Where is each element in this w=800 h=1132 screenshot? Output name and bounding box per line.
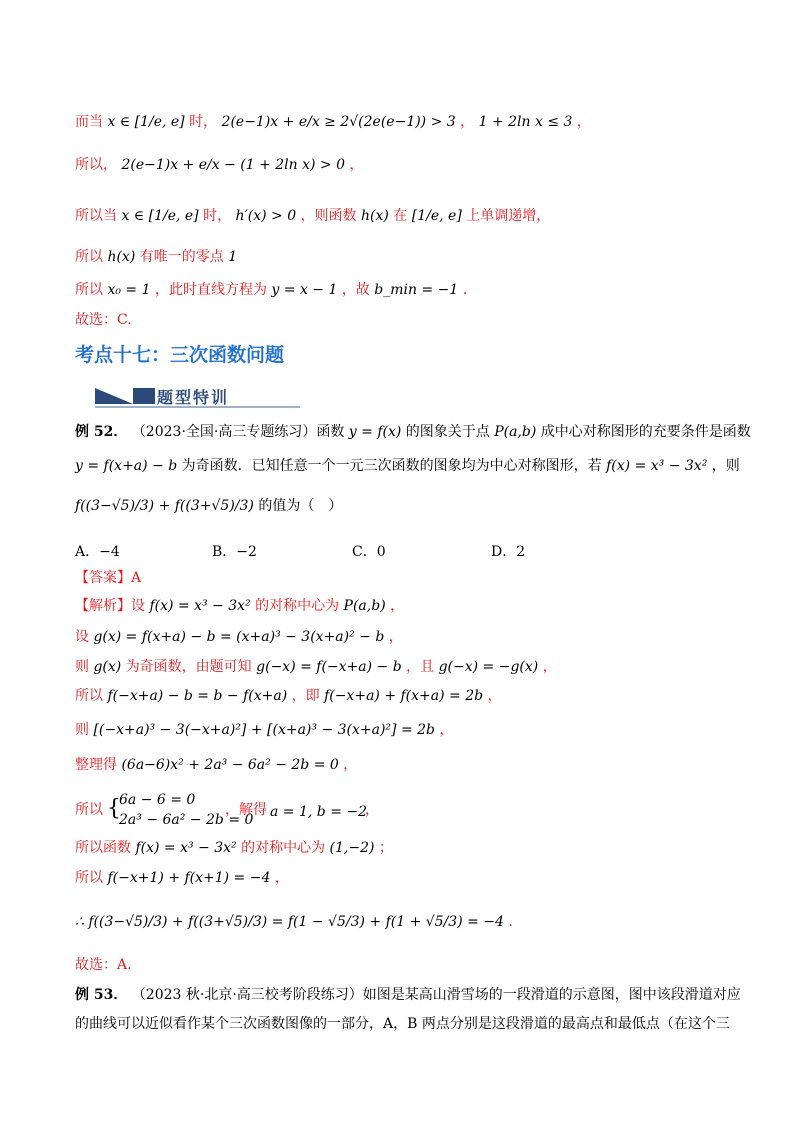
formula: P(a,b) [494, 424, 537, 440]
example-52-line-1 [75, 422, 751, 442]
solution-line-4 [75, 247, 740, 267]
text: ， [274, 870, 289, 886]
formula: x ∈ [1/e, e] [107, 114, 185, 130]
formula: f(−x+a) − b = b − f(x+a) [107, 688, 288, 704]
formula: 6a − 6 = 0 [119, 792, 196, 808]
example-label: 例 53． [75, 987, 128, 1003]
text: ，此时直线方程为 [154, 282, 267, 298]
formula: f(x) = x³ − 3x² [149, 598, 251, 614]
text: ， [439, 722, 454, 738]
banner-label: 题型特训 [157, 388, 230, 407]
text: 则 [75, 722, 89, 738]
formula: h′(x) > 0 [235, 208, 297, 224]
text: ，则函数 [300, 208, 357, 224]
formula: (6a−6)x² + 2a³ − 6a² − 2b = 0 [121, 757, 339, 773]
analysis-line-9 [75, 868, 740, 888]
text: ， [365, 802, 379, 818]
choice-c: C．0 [352, 544, 386, 560]
analysis-line-2 [75, 627, 740, 647]
analysis-line-6 [75, 755, 740, 775]
banner-bar-decoration [133, 388, 155, 404]
text: 的图象关于点 [405, 424, 490, 440]
formula: (1,−2) [329, 840, 375, 856]
formula: h(x) [107, 249, 136, 265]
text: 所以函数 [75, 840, 131, 856]
text: 所以 [75, 282, 103, 298]
text: ； [378, 840, 393, 856]
formula: [1/e, e] [411, 208, 462, 224]
text: 有唯一的零点 [139, 249, 224, 265]
text: 设 [75, 629, 89, 645]
text: ， [460, 114, 475, 130]
analysis-line-8 [75, 838, 740, 858]
formula: ∴ f((3−√5)/3) + f((3+√5)/3) = f(1 − √5/3) + f(1 + √5/3) = −4 [75, 914, 504, 930]
answer-line [75, 568, 740, 588]
text: ，则 [711, 458, 740, 474]
section-heading: 考点十七：三次函数问题 [75, 344, 285, 366]
text: ， [542, 659, 557, 675]
text: 所以 [75, 802, 103, 818]
text: ，故 [341, 282, 370, 298]
analysis-conclusion: 故选：A. [75, 957, 132, 973]
text: 则 [75, 659, 89, 675]
solution-line-1 [75, 112, 740, 132]
text: ， [349, 157, 364, 173]
text: 所以 [75, 870, 103, 886]
analysis-line-5 [75, 720, 740, 740]
text: 所以当 [75, 208, 117, 224]
formula: a = 1, b = −2 [270, 804, 368, 820]
formula: f(−x+a) + f(x+a) = 2b [324, 688, 484, 704]
text: 所以 [75, 249, 103, 265]
formula: f(−x+1) + f(x+1) = −4 [107, 870, 271, 886]
text: . [462, 282, 468, 298]
text: 整理得 [75, 757, 117, 773]
text: 成中心对称图形的充要条件是函数 [540, 424, 751, 440]
text: ， [390, 598, 405, 614]
text: ，即 [291, 688, 320, 704]
solution-line-3 [75, 206, 740, 226]
formula: g(−x) = −g(x) [438, 659, 539, 675]
solution-line-2 [75, 155, 740, 175]
example-52-line-2 [75, 456, 740, 476]
text: 的对称中心为 [241, 840, 326, 856]
text: 为奇函数．已知任意一个一元三次函数的图象均为中心对称图形，若 [181, 458, 602, 474]
text: 所以， [75, 157, 117, 173]
section-banner [95, 384, 300, 408]
text: 的值为（ ） [258, 498, 343, 514]
example-53-line-1 [75, 985, 740, 1005]
answer-label: 【答案】 [75, 570, 131, 586]
formula: g(−x) = f(−x+a) − b [256, 659, 402, 675]
analysis-line-3 [75, 657, 740, 677]
text: 设 [131, 598, 145, 614]
analysis-line-4 [75, 686, 740, 706]
formula: x ∈ [1/e, e] [121, 208, 199, 224]
formula: y = x − 1 [271, 282, 338, 298]
text: （2023·全国·高三专题练习）函数 [131, 424, 345, 440]
formula: y = f(x+a) − b [75, 458, 178, 474]
example-label: 例 52． [75, 424, 128, 440]
text: 的对称中心为 [255, 598, 340, 614]
text: ， [388, 629, 403, 645]
text: ， [343, 757, 358, 773]
text: 上单调递增， [466, 208, 551, 224]
example-52-line-3 [75, 496, 740, 516]
banner-triangle-decoration [95, 388, 133, 404]
formula: g(x) = f(x+a) − b = (x+a)³ − 3(x+a)² − b [93, 629, 385, 645]
formula: g(x) [93, 659, 122, 675]
formula: 2a³ − 6a² − 2b = 0 [119, 812, 254, 828]
formula: [(−x+a)³ − 3(−x+a)²] + [(x+a)³ − 3(x+a)²] = 2b [93, 722, 436, 738]
solution-conclusion: 故选：C. [75, 312, 132, 328]
formula: x₀ = 1 [107, 282, 151, 298]
formula: f(x) = x³ − 3x² [135, 840, 237, 856]
formula: P(a,b) [343, 598, 386, 614]
solution-line-5 [75, 280, 740, 300]
formula: 2(e−1)x + e/x − (1 + 2ln x) > 0 [121, 157, 346, 173]
formula: 2(e−1)x + e/x ≥ 2√(2e(e−1)) > 3 [221, 114, 456, 130]
text: 所以 [75, 688, 103, 704]
example-53-line-2: 的曲线可以近似看作某个三次函数图像的一部分，A，B 两点分别是这段滑道的最高点和最低点（在这个三 [75, 1016, 730, 1032]
choice-a: A．−4 [75, 544, 120, 560]
formula: f((3−√5)/3) + f((3+√5)/3) [75, 498, 254, 514]
formula: b_min = −1 [374, 282, 459, 298]
text: （2023 秋·北京·高三校考阶段练习）如图是某高山滑雪场的一段滑道的示意图，图中该段滑道对应 [131, 987, 741, 1003]
text: . [508, 914, 513, 930]
analysis-line-7 [75, 790, 740, 830]
formula: y = f(x) [348, 424, 402, 440]
text: 在 [393, 208, 408, 224]
text: ， [576, 114, 591, 130]
text: 时， [203, 208, 232, 224]
text: 而当 [75, 114, 103, 130]
formula: 1 + 2ln x ≤ 3 [478, 114, 573, 130]
answer-value: A [131, 570, 142, 586]
analysis-line-1 [75, 596, 740, 616]
text: 为奇函数，由题可知 [125, 659, 252, 675]
choice-b: B．−2 [212, 544, 257, 560]
text: ， [487, 688, 502, 704]
analysis-label: 【解析】 [75, 598, 131, 614]
choice-d: D．2 [491, 544, 526, 560]
brace-symbol: { [107, 796, 121, 821]
text: ，且 [406, 659, 435, 675]
formula: 1 [228, 249, 238, 265]
text: ，解得 [225, 802, 267, 818]
analysis-line-10 [75, 912, 740, 932]
formula: h(x) [361, 208, 389, 224]
formula: f(x) = x³ − 3x² [606, 458, 708, 474]
text: 时， [189, 114, 218, 130]
